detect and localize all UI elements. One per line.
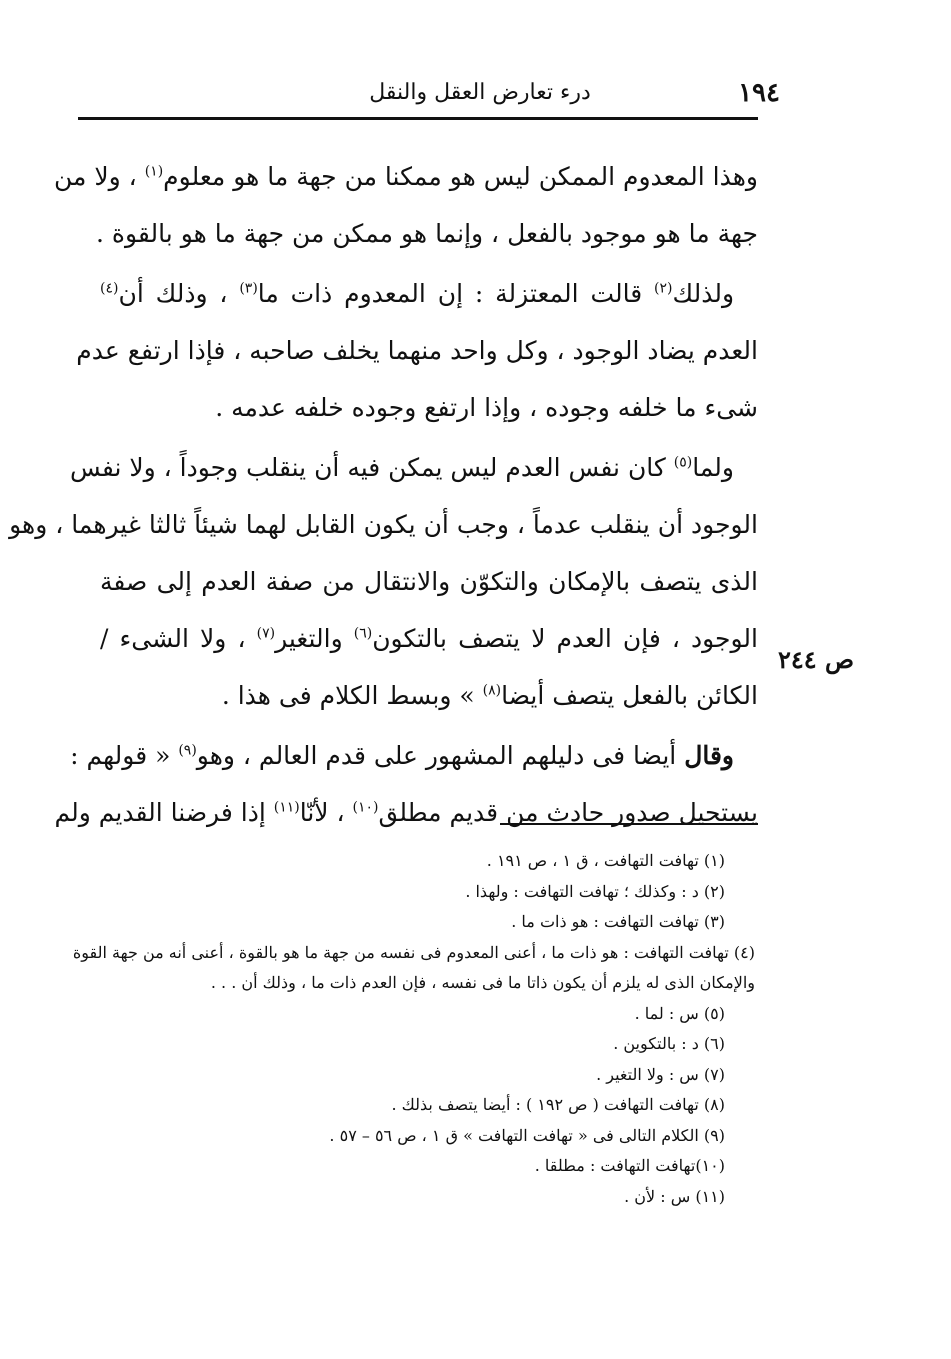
text-line: الذى يتصف بالإمكان والتكوّن والانتقال من صفة العدم إلى صفة (100, 567, 758, 596)
footnote: (١) تهافت التهافت ، ق ١ ، ص ١٩١ . (486, 851, 725, 870)
text-span: والتغير (275, 624, 354, 653)
footnote: (٧) س : ولا التغير . (596, 1064, 725, 1084)
lead-word: وقال (684, 741, 734, 770)
footnote: (٤) تهافت التهافت : هو ذات ما ، أعنى المعدوم فى نفسه من جهة ما هو بالقوة ، أعنى أنه من جهة القوة (72, 942, 755, 962)
header-rule (78, 117, 758, 120)
footnote-ref: (١٠) (352, 799, 379, 816)
footnote-ref: (٥) (673, 454, 693, 471)
text-line (100, 667, 758, 724)
text-span: الوجود ، فإن العدم لا يتصف بالتكون (372, 624, 758, 653)
text-span: ، ولا من (54, 162, 145, 191)
text-span: وهذا المعدوم الممكن ليس هو ممكنا من جهة ما هو معلوم (163, 162, 758, 191)
footnote: (٣) تهافت التهافت : هو ذات ما . (511, 912, 725, 931)
text-span: ، وذلك أن (118, 279, 240, 308)
margin-page-reference: ص ٢٤٤ (778, 645, 855, 674)
text-span: إذا فرضنا القديم ولم (54, 798, 274, 827)
footnote-ref: (٢) (654, 280, 673, 297)
text-line (100, 265, 758, 322)
text-line (100, 610, 758, 667)
footnote-ref: (١) (144, 163, 164, 180)
text-line: الوجود أن ينقلب عدماً ، وجب أن يكون القابل لهما شيئاً ثالثا غيرهما ، وهو (9, 510, 758, 539)
footnote-ref: (٩) (178, 742, 197, 759)
text-span: » وبسط الكلام فى هذا . (221, 681, 483, 710)
text-span: ، لأنّا (299, 798, 353, 827)
footnote: (٨) تهافت التهافت ( ص ١٩٢ ) : أيضا يتصف بذلك . (391, 1095, 725, 1114)
text-line: العدم يضاد الوجود ، وكل واحد منهما يخلف صاحبه ، فإذا ارتفع عدم (76, 336, 758, 365)
text-span: يستحيل صدور حادث من قديم مطلق (378, 798, 758, 827)
text-span: ، ولا الشىء / (100, 624, 257, 653)
footnote-ref: (٧) (256, 625, 276, 642)
footnote: (٥) س : لما . (634, 1003, 725, 1023)
text-line (54, 784, 758, 841)
text-span: ولذلك (672, 279, 735, 308)
page-header (80, 70, 880, 110)
footnote: (١١) س : لأن . (624, 1186, 725, 1206)
text-span: كان نفس العدم ليس يمكن فيه أن ينقلب وجوداً ، ولا نفس (69, 453, 674, 482)
footnotes-rule (500, 823, 758, 825)
body-text (9, 148, 758, 841)
text-line (70, 727, 758, 784)
footnote-ref: (٣) (239, 280, 258, 297)
text-line: جهة ما هو موجود بالفعل ، وإنما هو ممكن من جهة ما هو بالقوة . (96, 219, 758, 248)
text-span: أيضا فى دليلهم المشهور على قدم العالم ، وهو (196, 741, 685, 770)
page-number: ١٩٤ (738, 78, 780, 108)
footnote: (٢) د : وكذلك ؛ تهافت التهافت : ولهذا . (465, 881, 725, 901)
footnotes (72, 846, 755, 1212)
text-span: ولما (692, 453, 734, 482)
text-span: « قولهم : (70, 741, 179, 770)
footnote-ref: (٦) (353, 625, 373, 642)
footnote: (٩) الكلام التالى فى « تهافت التهافت » ق ١ ، ص ٥٦ – ٥٧ . (329, 1125, 725, 1145)
running-title: درء تعارض العقل والنقل (369, 80, 591, 105)
text-line (69, 439, 758, 496)
text-span: قالت المعتزلة : إن المعدوم ذات ما (257, 279, 655, 308)
footnote: (٦) د : بالتكوين . (613, 1034, 725, 1053)
footnote: (١٠)تهافت التهافت : مطلقا . (534, 1156, 725, 1175)
footnote-ref: (١١) (273, 799, 300, 816)
text-line (54, 148, 758, 205)
footnote-ref: (٤) (100, 280, 119, 297)
footnote-ref: (٨) (482, 682, 502, 699)
text-span: الكائن بالفعل يتصف أيضا (501, 681, 758, 710)
footnote-continuation: والإمكان الذى له يلزم أن يكون ذاتا ما فى نفسه ، فإن العدم ذات ما ، وذلك أن . . . (210, 973, 755, 992)
text-line: شىء ما خلفه وجوده ، وإذا ارتفع وجوده خلفه عدمه . (215, 393, 758, 422)
